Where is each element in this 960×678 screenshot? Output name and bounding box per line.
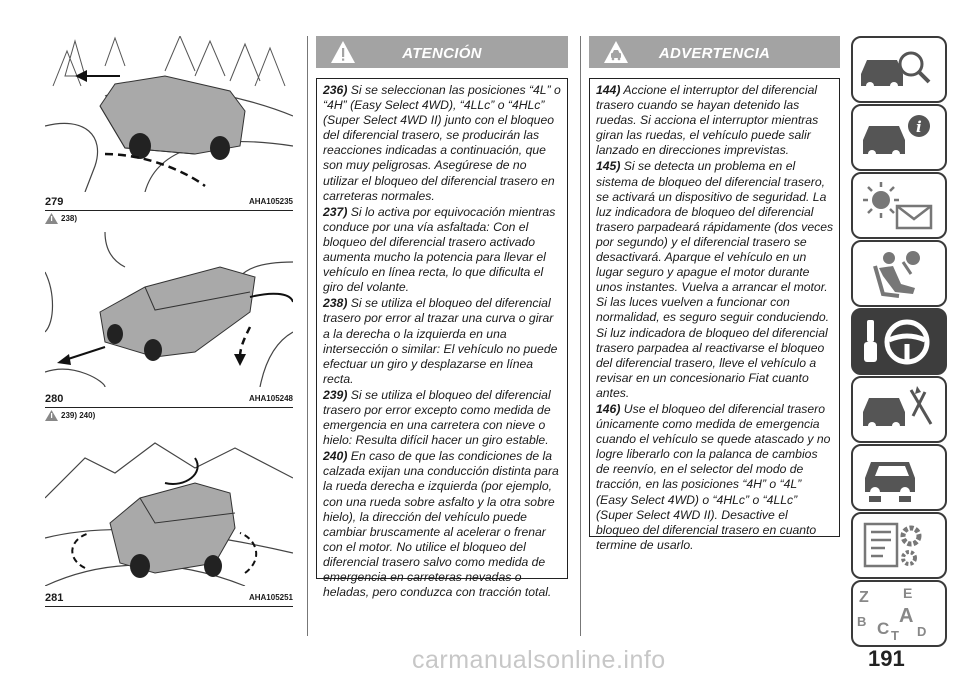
figure-code: AHA105251 (248, 593, 293, 602)
tab-technical-data[interactable] (851, 512, 947, 579)
figure-code: AHA105235 (248, 197, 293, 206)
warning-body (589, 78, 840, 552)
tab-emergency[interactable] (851, 376, 947, 443)
attention-title: ATENCIÓN (402, 45, 482, 62)
item-number: 145) (596, 159, 621, 174)
key-steering-wheel-icon (853, 310, 945, 373)
svg-text:B: B (857, 614, 867, 629)
list-item (596, 83, 834, 158)
item-number: 146) (596, 401, 621, 416)
figure-279-ref (45, 213, 77, 224)
figure-281-illustration (45, 428, 293, 586)
item-number: 239) (323, 387, 348, 402)
warning-light-message-icon (853, 174, 945, 237)
figure-280-caption (45, 393, 293, 408)
item-text: Si se utiliza el bloqueo del diferencial trasero por error excepto como medida de emergencia en una carretera con nieve o hielo: Resulta difícil hacer un giro estable. (323, 387, 551, 448)
item-text: En caso de que las condiciones de la calzada exijan una conducción distinta para la rueda derecha e izquierda (por ejemplo, con una rueda sobre asfalto y la otra sobre hielo), la dirección del vehículo puede cambiar bruscamente al acelerar o frenar con el motor. No utilice el bloqueo del diferencial trasero salvo como medida de emergencia en carreteras nevadas o heladas, pero conduzca con tracción total. (323, 449, 559, 600)
column-divider (307, 36, 308, 636)
figure-code: AHA105248 (248, 394, 293, 403)
warning-title: ADVERTENCIA (658, 45, 771, 62)
tab-maintenance[interactable] (851, 444, 947, 511)
tab-car-search[interactable] (851, 36, 947, 103)
alphabet-index-icon (853, 582, 945, 645)
item-number: 236) (323, 83, 348, 97)
svg-text:Z: Z (859, 589, 869, 606)
figure-281-caption (45, 592, 293, 607)
list-item (323, 388, 562, 448)
tab-starting-driving[interactable] (851, 308, 947, 375)
figure-number: 280 (45, 393, 64, 405)
warning-icon (45, 213, 58, 224)
list-item (323, 449, 562, 600)
list-item (596, 159, 834, 401)
svg-text:C: C (877, 619, 890, 638)
list-item (323, 205, 562, 296)
airbag-seat-icon (853, 242, 945, 305)
watermark-text: carmanualsonline.info (412, 646, 666, 674)
svg-text:D: D (917, 624, 927, 639)
svg-text:E: E (903, 585, 913, 601)
list-item (323, 296, 562, 387)
list-item (596, 402, 834, 553)
item-text: Use el bloqueo del diferencial trasero únicamente como medida de emergencia cuando el vehículo se quede atascado y no logre liberarlo con la palanca de cambios de reenvío, en el selector del modo de tracción, en las posiciones “4H” o “4L” (Easy Select 4WD) o “4HLc” o “4LLc” (Super Select 4WD II). Desactive el bloqueo del diferencial trasero en cuanto termine de usarlo. (596, 401, 831, 552)
svg-text:T: T (891, 628, 899, 643)
item-number: 240) (323, 449, 348, 464)
tab-index[interactable] (851, 580, 947, 647)
item-text: Accione el interruptor del diferencial trasero cuando se hayan detenido las ruedas. Si acciona el interruptor mientras giran las ruedas, el vehículo puede salir lanzado en direcciones imprevistas. (596, 83, 819, 158)
figure-279-illustration (45, 36, 293, 192)
item-number: 238) (323, 296, 348, 311)
item-text: Si se seleccionan las posiciones “4L” o “4H” (Easy Select 4WD), “4LLc” o “4HLc” (Super Select 4WD II) junto con el bloqueo del diferencial trasero, se producirán las reacciones indicadas a continuación, que son muy peligrosas. Asegúrese de no utilizar el bloqueo del diferencial trasero en carreteras normales. (323, 83, 561, 203)
item-text: Si se detecta un problema en el sistema de bloqueo del diferencial trasero, se activará un dispositivo de seguridad. La luz indicadora de bloqueo del diferencial trasero parpadeará rápidamente (dos veces por segundo) y el diferencial trasero se desactivará. Aparque el vehículo en un lugar seguro y apague el motor durante unos instantes. Vuelva a arrancar el motor. Si las luces vuelven a funcionar con normalidad, es seguro seguir conduciendo. Si luz indicadora de bloqueo del diferencial trasero parpadea al reactivarse el bloqueo del diferencial trasero, lleve el vehículo a revisar en un concesionario Fiat cuanto antes. (596, 159, 834, 400)
figure-280-ref (45, 410, 95, 421)
car-service-icon (853, 446, 945, 509)
page-number: 191 (868, 646, 905, 671)
tab-car-info[interactable] (851, 104, 947, 171)
figure-280-illustration (45, 232, 293, 387)
svg-text:A: A (899, 605, 914, 627)
car-search-icon (853, 38, 945, 101)
list-item (323, 83, 562, 204)
item-text: Si lo activa por equivocación mientras conduce por una vía asfaltada: Con el bloqueo del diferencial trasero activado aumenta mucho la potencia para llevar el vehículo en línea recta, lo que dificulta el giro del volante. (323, 204, 556, 295)
item-number: 237) (323, 204, 348, 219)
attention-header (316, 36, 568, 68)
car-info-icon (853, 106, 945, 169)
warning-header (589, 36, 840, 68)
attention-body (316, 78, 568, 600)
svg-text:i: i (916, 118, 922, 136)
figure-ref-text: 238) (61, 214, 78, 223)
car-emergency-icon (853, 378, 945, 441)
specs-gears-icon (853, 514, 945, 577)
tab-warning-lights[interactable] (851, 172, 947, 239)
figure-number: 279 (45, 196, 64, 208)
tab-safety[interactable] (851, 240, 947, 307)
item-text: Si se utiliza el bloqueo del diferencial trasero por error al trazar una curva o girar a la derecha o la izquierda en una intersección o similar: El vehículo no puede efectuar un giro y desplazarse en línea recta. (323, 296, 558, 386)
column-divider (580, 36, 581, 636)
item-number: 144) (596, 83, 621, 97)
figure-279-caption (45, 196, 293, 211)
figure-number: 281 (45, 592, 64, 604)
warning-icon (45, 410, 58, 421)
figure-ref-text: 239) 240) (61, 411, 96, 420)
